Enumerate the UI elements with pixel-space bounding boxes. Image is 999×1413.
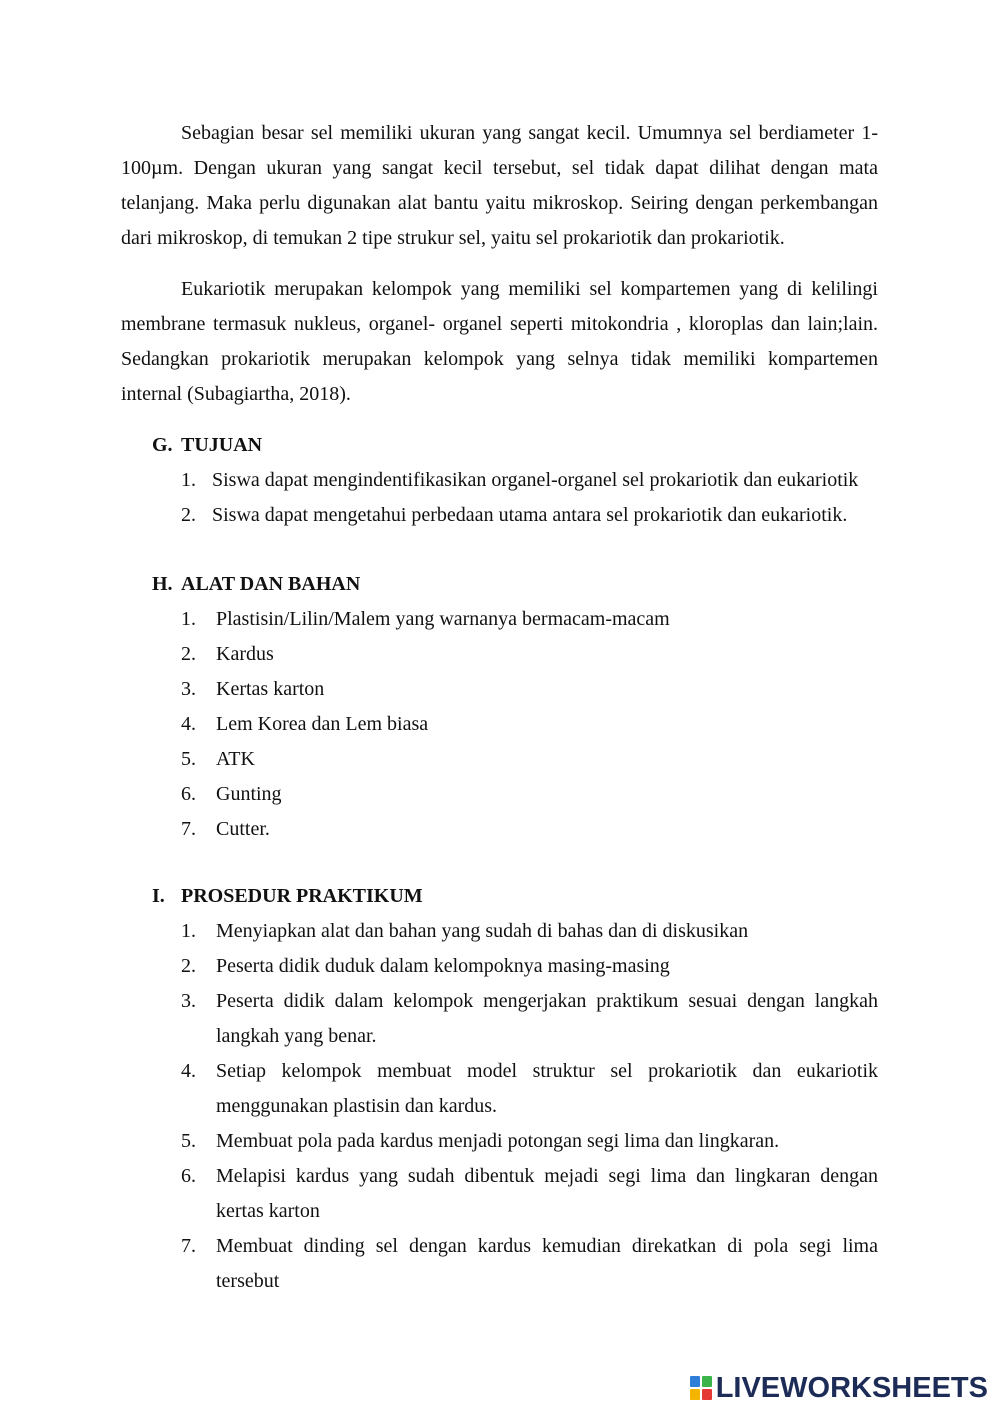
section-title: PROSEDUR PRAKTIKUM <box>181 885 423 907</box>
item-number: 2. <box>181 643 196 665</box>
item-text: Peserta didik dalam kelompok mengerjakan praktikum sesuai dengan langkah langkah yang benar. <box>216 990 878 1047</box>
item-number: 6. <box>181 1165 196 1187</box>
item-text: Siswa dapat mengetahui perbedaan utama antara sel prokariotik dan eukariotik. <box>212 504 848 526</box>
list-item <box>181 914 878 949</box>
item-text: ATK <box>216 748 255 770</box>
list-item <box>181 812 878 847</box>
section-letter: H. <box>152 573 173 595</box>
list-item <box>181 637 878 672</box>
list-item <box>181 984 878 1054</box>
item-number: 5. <box>181 1130 196 1152</box>
section-prosedur-praktikum <box>152 879 878 1299</box>
item-number: 3. <box>181 678 196 700</box>
list-item <box>181 1159 878 1229</box>
section-heading <box>152 428 878 463</box>
item-text: Kardus <box>216 643 274 665</box>
item-text: Cutter. <box>216 818 270 840</box>
item-number: 5. <box>181 748 196 770</box>
list-item <box>181 777 878 812</box>
list-item <box>181 1054 878 1124</box>
section-letter: G. <box>152 434 173 456</box>
section-alat-dan-bahan <box>152 567 878 847</box>
item-number: 2. <box>181 504 196 526</box>
intro-paragraph-1: Sebagian besar sel memiliki ukuran yang sangat kecil. Umumnya sel berdiameter 1-100µm. Dengan ukuran yang sangat kecil tersebut, sel tidak dapat dilihat dengan mata telanjang. Maka perlu digunakan alat bantu yaitu mikroskop. Seiring dengan perkembangan dari mikroskop, di temukan 2 tipe strukur sel, yaitu sel prokariotik dan prokariotik. <box>121 122 878 249</box>
section-heading <box>152 567 878 602</box>
list-item <box>181 707 878 742</box>
item-text: Gunting <box>216 783 282 805</box>
item-text: Siswa dapat mengindentifikasikan organel-organel sel prokariotik dan eukariotik <box>212 469 859 491</box>
item-text: Membuat dinding sel dengan kardus kemudian direkatkan di pola segi lima tersebut <box>216 1235 878 1292</box>
item-text: Melapisi kardus yang sudah dibentuk mejadi segi lima dan lingkaran dengan kertas karton <box>216 1165 878 1222</box>
item-text: Peserta didik duduk dalam kelompoknya masing-masing <box>216 955 670 977</box>
item-text: Membuat pola pada kardus menjadi potongan segi lima dan lingkaran. <box>216 1130 780 1152</box>
item-number: 6. <box>181 783 196 805</box>
section-tujuan <box>152 428 878 533</box>
list-item <box>181 672 878 707</box>
item-number: 1. <box>181 920 196 942</box>
section-title: TUJUAN <box>181 434 263 456</box>
intro-paragraph-2: Eukariotik merupakan kelompok yang memiliki sel kompartemen yang di kelilingi membrane termasuk nukleus, organel- organel seperti mitokondria , kloroplas dan lain;lain. Sedangkan prokariotik merupakan kelompok yang selnya tidak memiliki kompartemen internal (Subagiartha, 2018). <box>121 278 878 405</box>
section-heading <box>152 879 878 914</box>
section-letter: I. <box>152 885 165 907</box>
item-number: 2. <box>181 955 196 977</box>
item-text: Menyiapkan alat dan bahan yang sudah di bahas dan di diskusikan <box>216 920 749 942</box>
item-text: Lem Korea dan Lem biasa <box>216 713 429 735</box>
list-item <box>181 949 878 984</box>
item-number: 1. <box>181 608 196 630</box>
liveworksheets-logo-icon <box>690 1376 712 1400</box>
item-number: 7. <box>181 1235 196 1257</box>
item-text: Setiap kelompok membuat model struktur sel prokariotik dan eukariotik menggunakan plastisin dan kardus. <box>216 1060 878 1117</box>
list-item <box>181 742 878 777</box>
item-number: 3. <box>181 990 196 1012</box>
list-item <box>181 1124 878 1159</box>
section-title: ALAT DAN BAHAN <box>181 573 361 595</box>
item-number: 1. <box>181 469 196 491</box>
item-number: 7. <box>181 818 196 840</box>
list-item <box>181 602 878 637</box>
list-item <box>181 498 878 533</box>
item-text: Plastisin/Lilin/Malem yang warnanya bermacam-macam <box>216 608 670 630</box>
item-number: 4. <box>181 1060 196 1082</box>
item-number: 4. <box>181 713 196 735</box>
list-item <box>181 463 878 498</box>
liveworksheets-wordmark: LIVEWORKSHEETS <box>715 1372 988 1404</box>
list-item <box>181 1229 878 1299</box>
liveworksheets-logo <box>690 1372 988 1404</box>
item-text: Kertas karton <box>216 678 325 700</box>
